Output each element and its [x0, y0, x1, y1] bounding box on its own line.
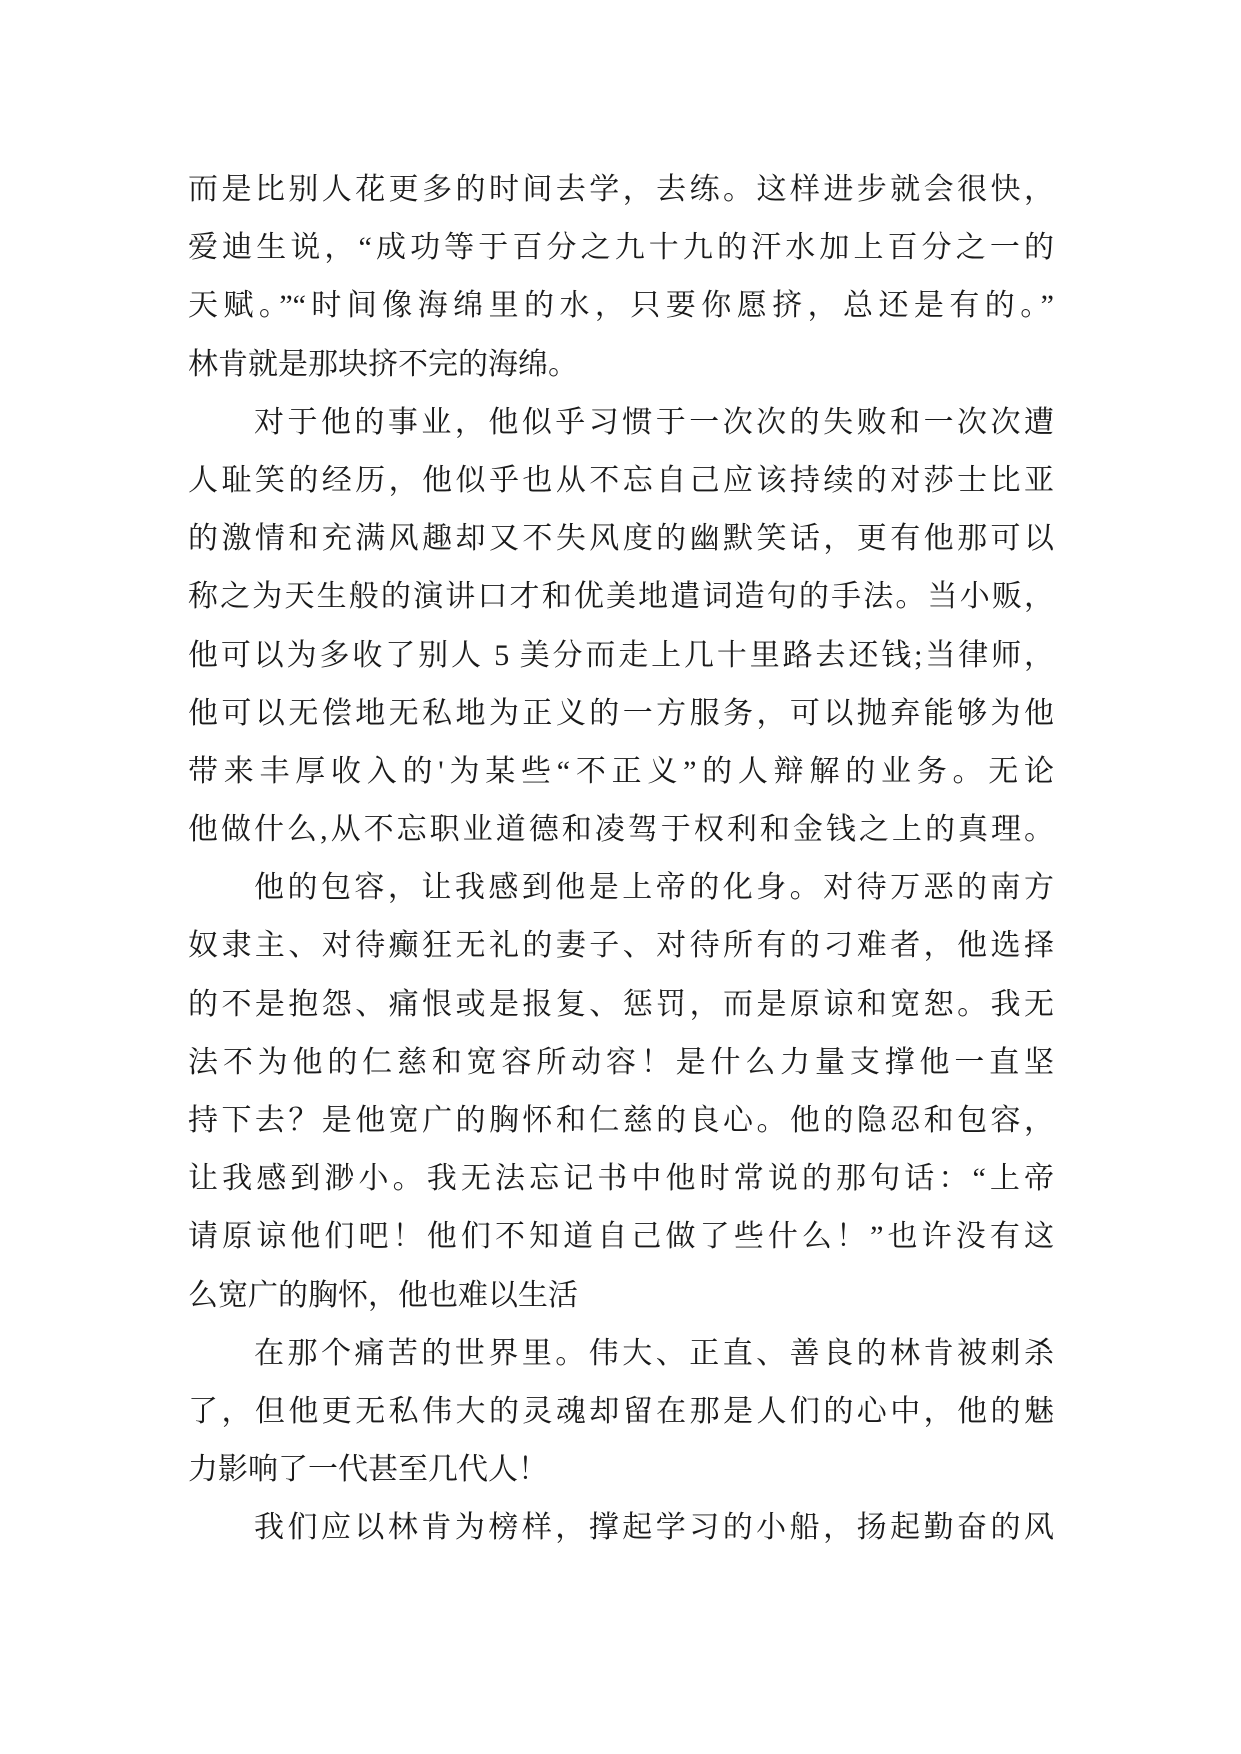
document-body [188, 161, 1054, 1558]
text-line: 请原谅他们吧！他们不知道自己做了些什么！”也许没有这 [188, 1220, 1054, 1254]
paragraph-1 [188, 161, 1054, 394]
text-line: 么宽广的胸怀，他也难以生活 [188, 1278, 578, 1312]
text-line: 带来丰厚收入的'为某些“不正义”的人辩解的业务。无论 [188, 754, 1054, 788]
text-line: 他可以无偿地无私地为正义的一方服务，可以抛弃能够为他 [188, 696, 1054, 730]
text-line: 让我感到渺小。我无法忘记书中他时常说的那句话：“上帝 [188, 1162, 1054, 1196]
text-line: 而是比别人花更多的时间去学，去练。这样进步就会很快， [188, 173, 1054, 206]
text-line: 了，但他更无私伟大的灵魂却留在那是人们的心中，他的魅 [188, 1394, 1054, 1428]
text-line: 奴隶主、对待癫狂无礼的妻子、对待所有的刁难者，他选择 [188, 929, 1054, 963]
text-line: 法不为他的仁慈和宽容所动容！是什么力量支撑他一直坚 [188, 1045, 1054, 1079]
paragraph-5 [188, 1499, 1054, 1557]
text-line: 林肯就是那块挤不完的海绵。 [188, 347, 578, 381]
text-line: 的激情和充满风趣却又不失风度的幽默笑话，更有他那可以 [188, 522, 1054, 556]
text-line: 我们应以林肯为榜样，撑起学习的小船，扬起勤奋的风 [254, 1511, 1054, 1545]
text-line: 爱迪生说，“成功等于百分之九十九的汗水加上百分之一的 [188, 231, 1054, 265]
text-line: 对于他的事业，他似乎习惯于一次次的失败和一次次遭 [254, 405, 1054, 439]
text-line: 在那个痛苦的世界里。伟大、正直、善良的林肯被刺杀 [254, 1336, 1054, 1370]
paragraph-3 [188, 859, 1054, 1325]
text-line: 称之为天生般的演讲口才和优美地遣词造句的手法。当小贩， [188, 580, 1054, 614]
paragraph-2 [188, 394, 1054, 860]
paragraph-4 [188, 1325, 1054, 1500]
text-line: 他可以为多收了别人 5 美分而走上几十里路去还钱;当律师， [188, 638, 1054, 672]
text-line: 天赋。”“时间像海绵里的水，只要你愿挤，总还是有的。” [188, 289, 1054, 323]
text-line: 人耻笑的经历，他似乎也从不忘自己应该持续的对莎士比亚 [188, 463, 1054, 497]
text-line: 他的包容，让我感到他是上帝的化身。对待万恶的南方 [254, 871, 1054, 905]
text-line: 持下去？是他宽广的胸怀和仁慈的良心。他的隐忍和包容， [188, 1104, 1054, 1137]
text-line: 的不是抱怨、痛恨或是报复、惩罚，而是原谅和宽恕。我无 [188, 987, 1054, 1021]
text-line: 力影响了一代甚至几代人！ [188, 1453, 548, 1487]
text-line: 他做什么,从不忘职业道德和凌驾于权利和金钱之上的真理。 [188, 813, 1054, 847]
